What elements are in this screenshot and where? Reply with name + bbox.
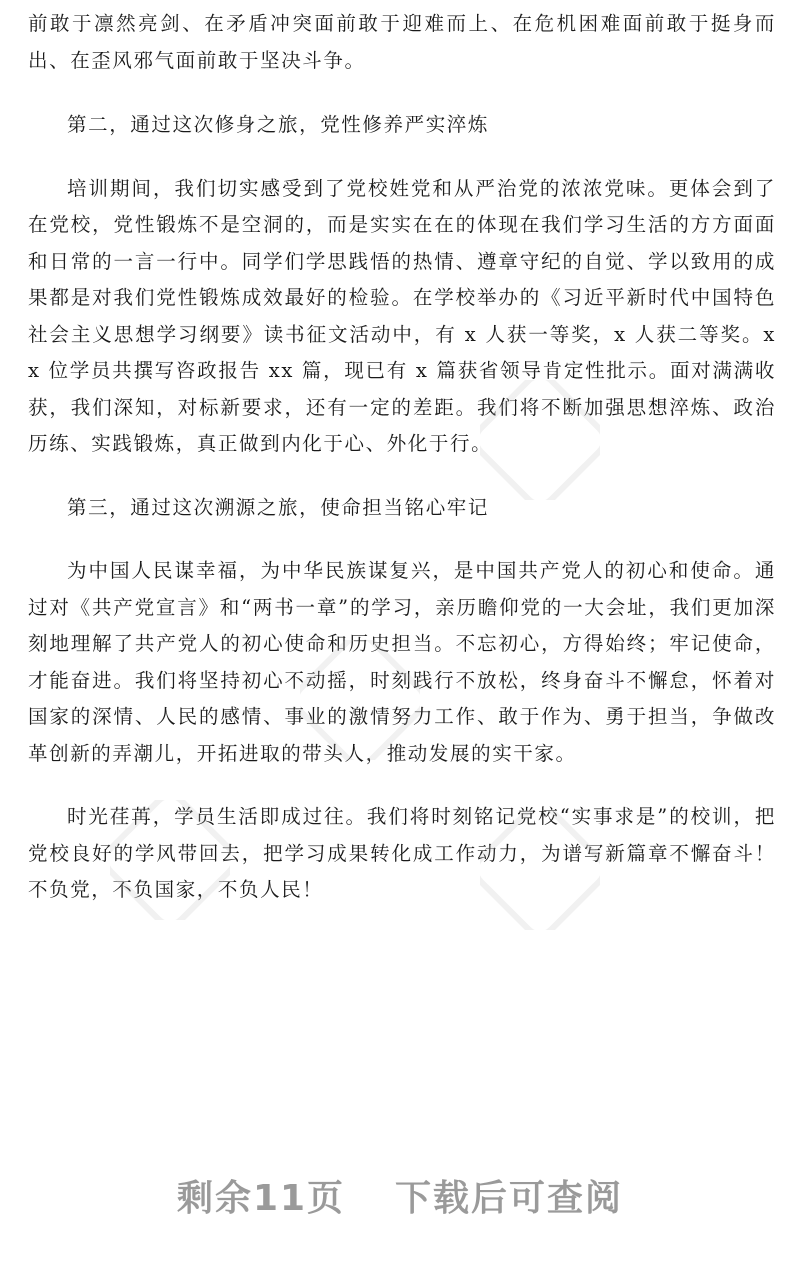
section-heading-two: 第二，通过这次修身之旅，党性修养严实淬炼 [67, 113, 490, 136]
document-body [28, 6, 776, 909]
paragraph-conclusion: 时光荏苒，学员生活即成过往。我们将时刻铭记党校“实事求是”的校训，把党校良好的学风带回去，把学习成果转化成工作动力，为谱写新篇章不懈奋斗！不负党，不负国家，不负人民！ [28, 805, 776, 901]
paragraph-training: 培训期间，我们切实感受到了党校姓党和从严治党的浓浓党味。更体会到了在党校，党性锻炼不是空洞的，而是实实在在的体现在我们学习生活的方方面面和日常的一言一行中。同学们学思践悟的热情、遵章守纪的自觉、学以致用的成果都是对我们党性锻炼成效最好的检验。在学校举办的《习近平新时代中国特色社会主义思想学习纲要》读书征文活动中，有 x 人获一等奖，x 人获二等奖。xx 位学员共撰写咨政报告 xx 篇，现已有 x 篇获省领导肯定性批示。面对满满收获，我们深知，对标新要求，还有一定的差距。我们将不断加强思想淬炼、政治历练、实践锻炼，真正做到内化于心、外化于行。 [28, 176, 776, 455]
watermark-mark [300, 640, 420, 760]
paragraph-continuation: 前敢于凛然亮剑、在矛盾冲突面前敢于迎难而上、在危机困难面前敢于挺身而出、在歪风邪气面前敢于坚决斗争。 [28, 12, 776, 72]
section-heading-three: 第三，通过这次溯源之旅，使命担当铭心牢记 [67, 495, 490, 519]
watermark-mark [110, 800, 230, 920]
download-hint-label: 下载后可查阅 [395, 1178, 624, 1219]
watermark-mark [480, 380, 600, 500]
watermark-mark [480, 810, 600, 930]
paragraph-mission: 为中国人民谋幸福，为中华民族谋复兴，是中国共产党人的初心和使命。通过对《共产党宣言》和“两书一章”的学习，亲历瞻仰党的一大会址，我们更加深刻地理解了共产党人的初心使命和历史担当。不忘初心，方得始终；牢记使命，才能奋进。我们将坚持初心不动摇，时刻践行不放松，终身奋斗不懈怠，怀着对国家的深情、人民的感情、事业的激情努力工作、敢于作为、勇于担当，争做改革创新的弄潮儿，开拓进取的带头人，推动发展的实干家。 [28, 559, 776, 765]
remaining-pages-label: 剩余11页 [176, 1178, 346, 1219]
download-notice[interactable] [0, 1170, 800, 1221]
